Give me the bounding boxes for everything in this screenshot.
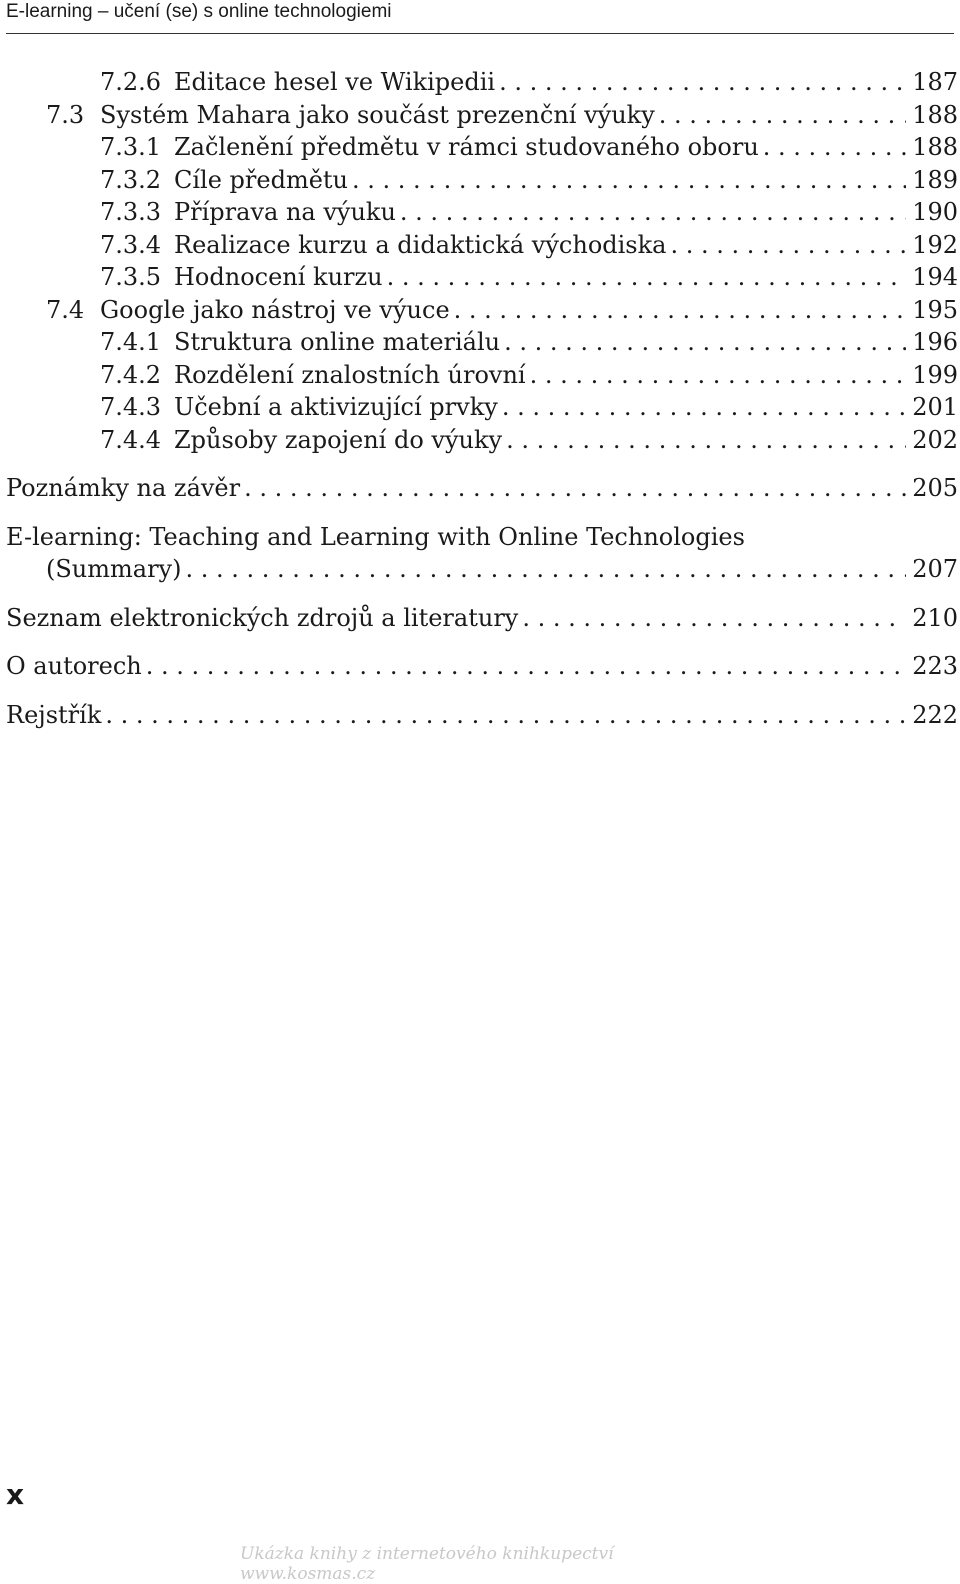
dot-leader: [499, 66, 906, 99]
dot-leader: [244, 472, 906, 505]
toc-entry[interactable]: [6, 99, 958, 132]
toc-entry[interactable]: [6, 261, 958, 294]
toc-entry-page: 188: [912, 100, 958, 129]
toc-entry-authors[interactable]: [6, 650, 958, 683]
toc-entry-number: 7.3.1: [100, 133, 162, 161]
toc-entry-page: 207: [912, 555, 958, 583]
toc-entry-page: 189: [912, 165, 958, 194]
toc-entry-title: Systém Mahara jako součást prezenční výuky: [100, 100, 655, 129]
dot-leader: [400, 196, 906, 229]
book-title: E-learning – učení (se) s online technologiemi: [6, 1, 392, 22]
page-number-marker: x: [6, 1478, 25, 1511]
toc-entry-title: Rozdělení znalostních úrovní: [174, 360, 526, 389]
dot-leader: [530, 359, 907, 392]
toc-entry-number: 7.3.2: [100, 165, 162, 194]
toc-entry-page: 202: [912, 425, 958, 454]
toc-entry-title: Editace hesel ve Wikipedii: [174, 68, 496, 96]
toc-entry-title: Poznámky na závěr: [6, 474, 241, 502]
dot-leader: [105, 699, 906, 732]
dot-leader: [659, 99, 906, 132]
toc-entry-title-continuation: [6, 553, 958, 586]
watermark-footer: Ukázka knihy z internetového knihkupectví www.kosmas.cz: [240, 1544, 614, 1584]
dot-leader: [352, 164, 906, 197]
toc-entry-title: Způsoby zapojení do výuky: [174, 425, 503, 454]
toc-entry-page: 188: [912, 133, 958, 161]
table-of-contents: [6, 66, 958, 731]
dot-leader: [146, 650, 906, 683]
toc-entry-number: 7.3.3: [100, 198, 162, 226]
toc-entry-summary[interactable]: [6, 521, 958, 586]
toc-entry[interactable]: [6, 326, 958, 359]
running-header: [6, 0, 954, 34]
toc-entry-number: 7.3.4: [100, 230, 162, 259]
dot-leader: [506, 424, 906, 457]
toc-entry[interactable]: [6, 359, 958, 392]
dot-leader: [763, 131, 906, 164]
toc-entry-index[interactable]: [6, 699, 958, 732]
toc-entry-title: E-learning: Teaching and Learning with Online Technologies: [6, 522, 745, 551]
toc-entry-number: 7.4: [46, 295, 85, 324]
toc-entry-page: 223: [912, 652, 958, 680]
dot-leader: [522, 602, 906, 635]
toc-entry[interactable]: [6, 164, 958, 197]
toc-entry-title: Google jako nástroj ve výuce: [100, 295, 450, 324]
toc-entry-number: 7.4.2: [100, 360, 162, 389]
dot-leader: [670, 229, 906, 262]
toc-entry-title-line2: (Summary): [46, 555, 182, 583]
toc-entry-conclusion[interactable]: [6, 472, 958, 505]
toc-entry-title: Učební a aktivizující prvky: [174, 393, 498, 421]
toc-entry-number: 7.4.1: [100, 328, 162, 356]
toc-entry-page: 205: [912, 474, 958, 502]
toc-entry-page: 194: [912, 263, 958, 291]
toc-entry[interactable]: [6, 294, 958, 327]
toc-entry[interactable]: [6, 391, 958, 424]
toc-entry-page: 222: [912, 700, 958, 729]
toc-entry[interactable]: [6, 66, 958, 99]
toc-entry-page: 199: [912, 360, 958, 389]
dot-leader: [387, 261, 907, 294]
toc-entry-page: 196: [912, 328, 958, 356]
toc-entry-number: 7.3.5: [100, 263, 162, 291]
toc-entry-page: 210: [912, 603, 958, 632]
toc-entry-page: 201: [912, 393, 958, 421]
toc-entry-number: 7.3: [46, 100, 85, 129]
toc-entry-page: 190: [912, 198, 958, 226]
toc-entry-title: Cíle předmětu: [174, 165, 349, 194]
toc-entry[interactable]: [6, 229, 958, 262]
toc-entry-title: Hodnocení kurzu: [174, 263, 383, 291]
dot-leader: [504, 326, 906, 359]
toc-entry-page: 192: [912, 230, 958, 259]
toc-entry-title: Realizace kurzu a didaktická východiska: [174, 230, 667, 259]
dot-leader: [502, 391, 906, 424]
toc-entry-title: Seznam elektronických zdrojů a literatury: [6, 603, 519, 632]
toc-entry[interactable]: [6, 131, 958, 164]
toc-entry[interactable]: [6, 424, 958, 457]
toc-entry-title: O autorech: [6, 652, 142, 680]
dot-leader: [185, 553, 906, 586]
toc-entry-page: 187: [912, 68, 958, 96]
dot-leader: [454, 294, 907, 327]
toc-subsection-list: [6, 66, 958, 456]
toc-entry-number: 7.4.3: [100, 393, 162, 421]
toc-entry-number: 7.2.6: [100, 68, 162, 96]
toc-entry-title: Rejstřík: [6, 700, 102, 729]
toc-entry-title: Začlenění předmětu v rámci studovaného oboru: [174, 133, 759, 161]
toc-entry-page: 195: [912, 295, 958, 324]
toc-entry[interactable]: [6, 196, 958, 229]
toc-entry-title: Struktura online materiálu: [174, 328, 501, 356]
toc-entry-number: 7.4.4: [100, 425, 162, 454]
toc-entry-sources[interactable]: [6, 602, 958, 635]
toc-entry-title: Příprava na výuku: [174, 198, 396, 226]
